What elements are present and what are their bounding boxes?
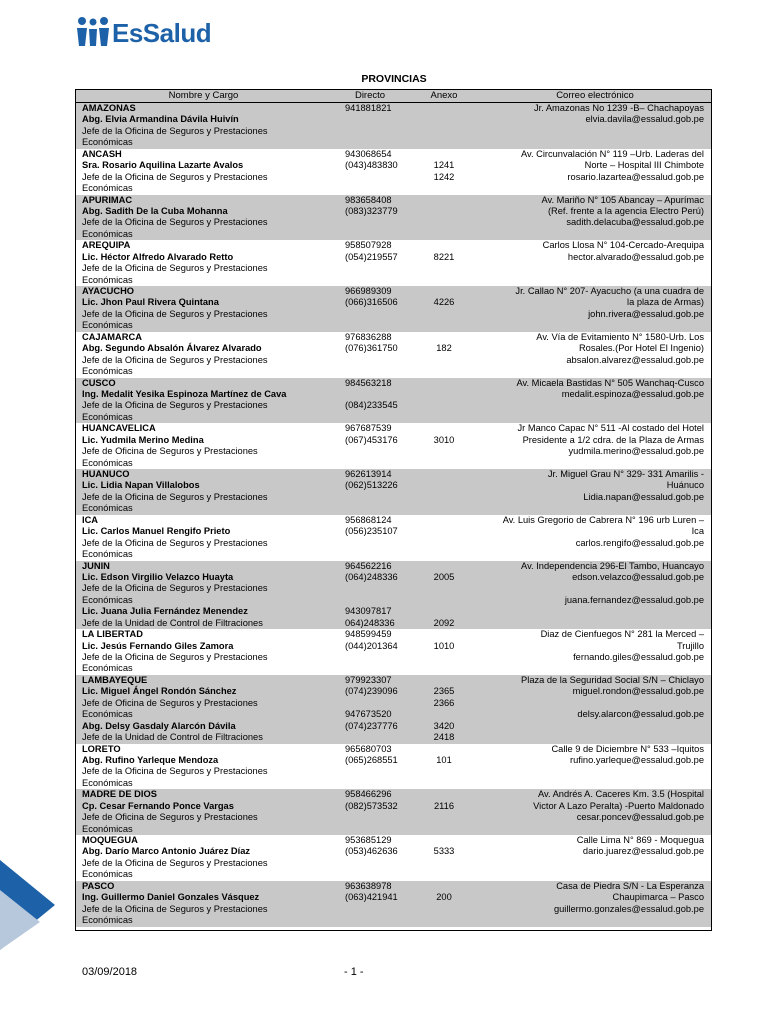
email-address-cell: Calle 9 de Diciembre N° 533 –Iquitos rufino.yarleque@essalud.gob.pe [551, 743, 704, 765]
page-number: - 1 - [344, 966, 364, 978]
email-address-cell [479, 721, 711, 744]
anexo-cell: 1241 1242 [433, 160, 455, 182]
table-row [76, 629, 711, 675]
email-address-cell: Av. Mariño N° 105 Abancay – Apurímac (Ref. frente a la agencia Electro Perú) sadith.delacuba@essalud.gob.pe [541, 194, 704, 228]
family-logo-icon [76, 16, 110, 48]
table-row [76, 378, 711, 424]
direct-phone-cell: 984563218 (084)233545 [345, 377, 398, 411]
direct-phone-cell: 948599459 (044)201364 [345, 629, 398, 651]
table-row [76, 240, 711, 286]
direct-phone-cell: 943097817 064)248336 [345, 606, 395, 628]
anexo-cell: 2092 [433, 617, 455, 628]
name-cell: AREQUIPA Lic. Héctor Alfredo Alvarado Retto Jefe de la Oficina de Seguros y Prestaciones Económicas [82, 240, 268, 285]
table-row [76, 149, 711, 195]
name-cell: HUANCAVELICA Lic. Yudmila Merino Medina Jefe de Oficina de Seguros y Prestaciones Económicas [82, 423, 258, 468]
col-header-email: Correo electrónico [556, 90, 634, 101]
email-address-cell: Av. Micaela Bastidas N° 505 Wanchaq-Cusco medalit.espinoza@essalud.gob.pe [516, 377, 704, 399]
name-cell: ANCASH Sra. Rosario Aquilina Lazarte Avalos Jefe de la Oficina de Seguros y Prestaciones Económicas [82, 148, 268, 194]
table-row [76, 561, 711, 607]
anexo-cell: 1010 [433, 640, 455, 651]
table-header [76, 90, 711, 103]
table-row [76, 721, 711, 744]
email-address-cell: Plaza de la Seguridad Social S/N – Chiclayo miguel.rondon@essalud.gob.pe delsy.alarcon@essalud.gob.pe [521, 674, 704, 720]
anexo-cell [409, 195, 479, 241]
name-cell: JUNIN Lic. Edson Virgilio Velazco Huayta Jefe de la Oficina de Seguros y Prestaciones Económicas [82, 560, 268, 605]
direct-phone-cell: 965680703 (065)268551 [345, 743, 398, 765]
name-cell: ICA Lic. Carlos Manuel Rengifo Prieto Jefe de la Oficina de Seguros y Prestaciones Económicas [82, 514, 268, 560]
name-cell: CAJAMARCA Abg. Segundo Absalón Álvarez Alvarado Jefe de la Oficina de Seguros y Prestaciones Económicas [82, 331, 268, 377]
anexo-cell: 5333 [433, 846, 455, 857]
anexo-cell: 3010 [433, 434, 455, 445]
anexo-cell: 8221 [433, 251, 455, 262]
email-address-cell: Diaz de Cienfuegos N° 281 la Merced – Trujillo fernando.giles@essalud.gob.pe [540, 629, 704, 662]
name-cell: LA LIBERTAD Lic. Jesús Fernando Giles Zamora Jefe de la Oficina de Seguros y Prestaciones Económicas [82, 629, 268, 674]
anexo-cell: 2005 [433, 571, 455, 582]
anexo-cell: 3420 2418 [433, 720, 455, 743]
anexo-cell: 2365 2366 [433, 686, 455, 708]
email-address-cell: Carlos Llosa N° 104-Cercado-Arequipa hector.alvarado@essalud.gob.pe [542, 240, 704, 262]
name-cell: CUSCO Ing. Medalit Yesika Espinoza Martínez de Cava Jefe de la Oficina de Seguros y Prestaciones Económicas [82, 377, 287, 422]
section-title: PROVINCIAS [361, 73, 427, 85]
table-body [76, 103, 711, 927]
name-cell: AYACUCHO Lic. Jhon Paul Rivera Quintana Jefe de la Oficina de Seguros y Prestaciones Económicas [82, 286, 268, 331]
direct-phone-cell: 962613914 (062)513226 [345, 469, 398, 491]
footer-date: 03/09/2018 [82, 966, 138, 978]
email-address-cell: Calle Lima N° 869 - Moquegua dario.juarez@essalud.gob.pe [576, 835, 704, 857]
table-row [76, 835, 711, 881]
direct-phone-cell: 953685129 (053)462636 [345, 835, 398, 857]
name-cell: MADRE DE DIOS Cp. Cesar Fernando Ponce Vargas Jefe de Oficina de Seguros y Prestaciones Económicas [82, 789, 258, 834]
decorative-chevron [0, 860, 80, 950]
direct-phone-cell: 941881821 [345, 103, 392, 113]
email-address-cell: Av. Andrés A. Caceres Km. 3.5 (Hospital Victor A Lazo Peralta) -Puerto Maldonado cesar.poncev@essalud.gob.pe [533, 789, 704, 823]
table-row [76, 675, 711, 721]
col-header-name: Nombre y Cargo [168, 90, 239, 101]
direct-phone-cell: 976836288 (076)361750 [345, 331, 398, 354]
contacts-table [75, 89, 712, 931]
brand-name: EsSalud [112, 18, 212, 48]
anexo-cell [409, 515, 479, 561]
anexo-cell [409, 103, 479, 149]
table-row [76, 195, 711, 241]
table-row [76, 286, 711, 332]
email-address-cell: Av. Luis Gregorio de Cabrera N° 196 urb Luren – Ica carlos.rengifo@essalud.gob.pe [502, 514, 704, 548]
direct-phone-cell: 983658408 (083)323779 [345, 194, 398, 216]
table-row [76, 423, 711, 469]
table-row [76, 332, 711, 378]
direct-phone-cell: 963638978 (063)421941 [345, 880, 398, 903]
anexo-cell: 2116 [434, 800, 454, 811]
name-cell: MOQUEGUA Abg. Darío Marco Antonio Juárez Díaz Jefe de la Oficina de Seguros y Prestaciones Económicas [82, 835, 268, 880]
anexo-cell: 4226 [433, 297, 455, 308]
col-header-anexo: Anexo [430, 90, 458, 101]
email-address-cell: Av. Circunvalación N° 119 –Urb. Laderas del Norte – Hospital III Chimbote rosario.lazartea@essalud.gob.pe [520, 148, 704, 182]
direct-phone-cell: 967687539 (067)453176 [345, 423, 398, 445]
name-cell: LORETO Abg. Rufino Yarleque Mendoza Jefe de la Oficina de Seguros y Prestaciones Económicas [82, 743, 268, 788]
email-address-cell: Jr. Amazonas No 1239 -B– Chachapoyas elvia.davila@essalud.gob.pe [533, 103, 704, 125]
table-row [76, 606, 711, 629]
name-cell: HUANUCO Lic. Lidia Napan Villalobos Jefe de la Oficina de Seguros y Prestaciones Económicas [82, 469, 268, 514]
anexo-cell: 182 [436, 343, 452, 354]
direct-phone-cell: (074)237776 [345, 720, 398, 731]
name-cell: AMAZONAS Abg. Elvia Armandina Dávila Huivín Jefe de la Oficina de Seguros y Prestaciones Económicas [82, 103, 268, 148]
direct-phone-cell: 943068654 (043)483830 [345, 148, 398, 171]
name-cell: Abg. Delsy Gasdaly Alarcón Dávila Jefe de la Unidad de Control de Filtraciones [82, 720, 263, 743]
table-row [76, 103, 711, 149]
name-cell: APURIMAC Abg. Sadith De la Cuba Mohanna Jefe de la Oficina de Seguros y Prestaciones Económicas [82, 194, 268, 239]
direct-phone-cell: 966989309 (066)316506 [345, 286, 398, 308]
col-header-direct: Directo [354, 90, 386, 101]
table-row [76, 515, 711, 561]
essalud-logo [76, 14, 236, 52]
email-address-cell [479, 606, 711, 629]
email-address-cell: Jr. Callao N° 207- Ayacucho (a una cuadra de la plaza de Armas) john.rivera@essalud.gob.pe [515, 286, 704, 319]
direct-phone-cell: 979923307 (074)239096 947673520 [345, 674, 398, 720]
anexo-cell [409, 378, 479, 424]
email-address-cell: Jr Manco Capac N° 511 -Al costado del Hotel Presidente a 1/2 cdra. de la Plaza de Armas yudmila.merino@essalud.gob.pe [517, 423, 704, 457]
table-row [76, 881, 711, 927]
anexo-cell: 101 [436, 754, 452, 765]
table-row [76, 469, 711, 515]
name-cell: Lic. Juana Julia Fernández Menendez Jefe de la Unidad de Control de Filtraciones [82, 606, 263, 628]
email-address-cell: Jr. Miguel Grau N° 329- 331 Amarilis - Huánuco Lidia.napan@essalud.gob.pe [547, 469, 704, 502]
table-row [76, 744, 711, 790]
anexo-cell: 200 [436, 892, 452, 903]
direct-phone-cell: 964562216 (064)248336 [345, 560, 398, 582]
name-cell: LAMBAYEQUE Lic. Miguel Ángel Rondón Sánchez Jefe de Oficina de Seguros y Prestaciones Económicas [82, 674, 258, 720]
name-cell: PASCO Ing. Guillermo Daniel Gonzales Vásquez Jefe de la Oficina de Seguros y Prestaciones Económicas [82, 880, 268, 926]
direct-phone-cell: 958507928 (054)219557 [345, 240, 398, 262]
email-address-cell: Av. Independencia 296-El Tambo, Huancayo edson.velazco@essalud.gob.pe juana.fernandez@essalud.gob.pe [521, 560, 704, 605]
anexo-cell [409, 469, 479, 515]
direct-phone-cell: 958466296 (082)573532 [345, 789, 398, 811]
email-address-cell: Av. Vía de Evitamiento N° 1580-Urb. Los Rosales.(Por Hotel El Ingenio) absalon.alvarez@essalud.gob.pe [536, 331, 704, 365]
direct-phone-cell: 956868124 (056)235107 [345, 514, 398, 537]
table-row [76, 789, 711, 835]
email-address-cell: Casa de Piedra S/N - La Esperanza Chaupimarca – Pasco guillermo.gonzales@essalud.gob.pe [553, 880, 704, 914]
